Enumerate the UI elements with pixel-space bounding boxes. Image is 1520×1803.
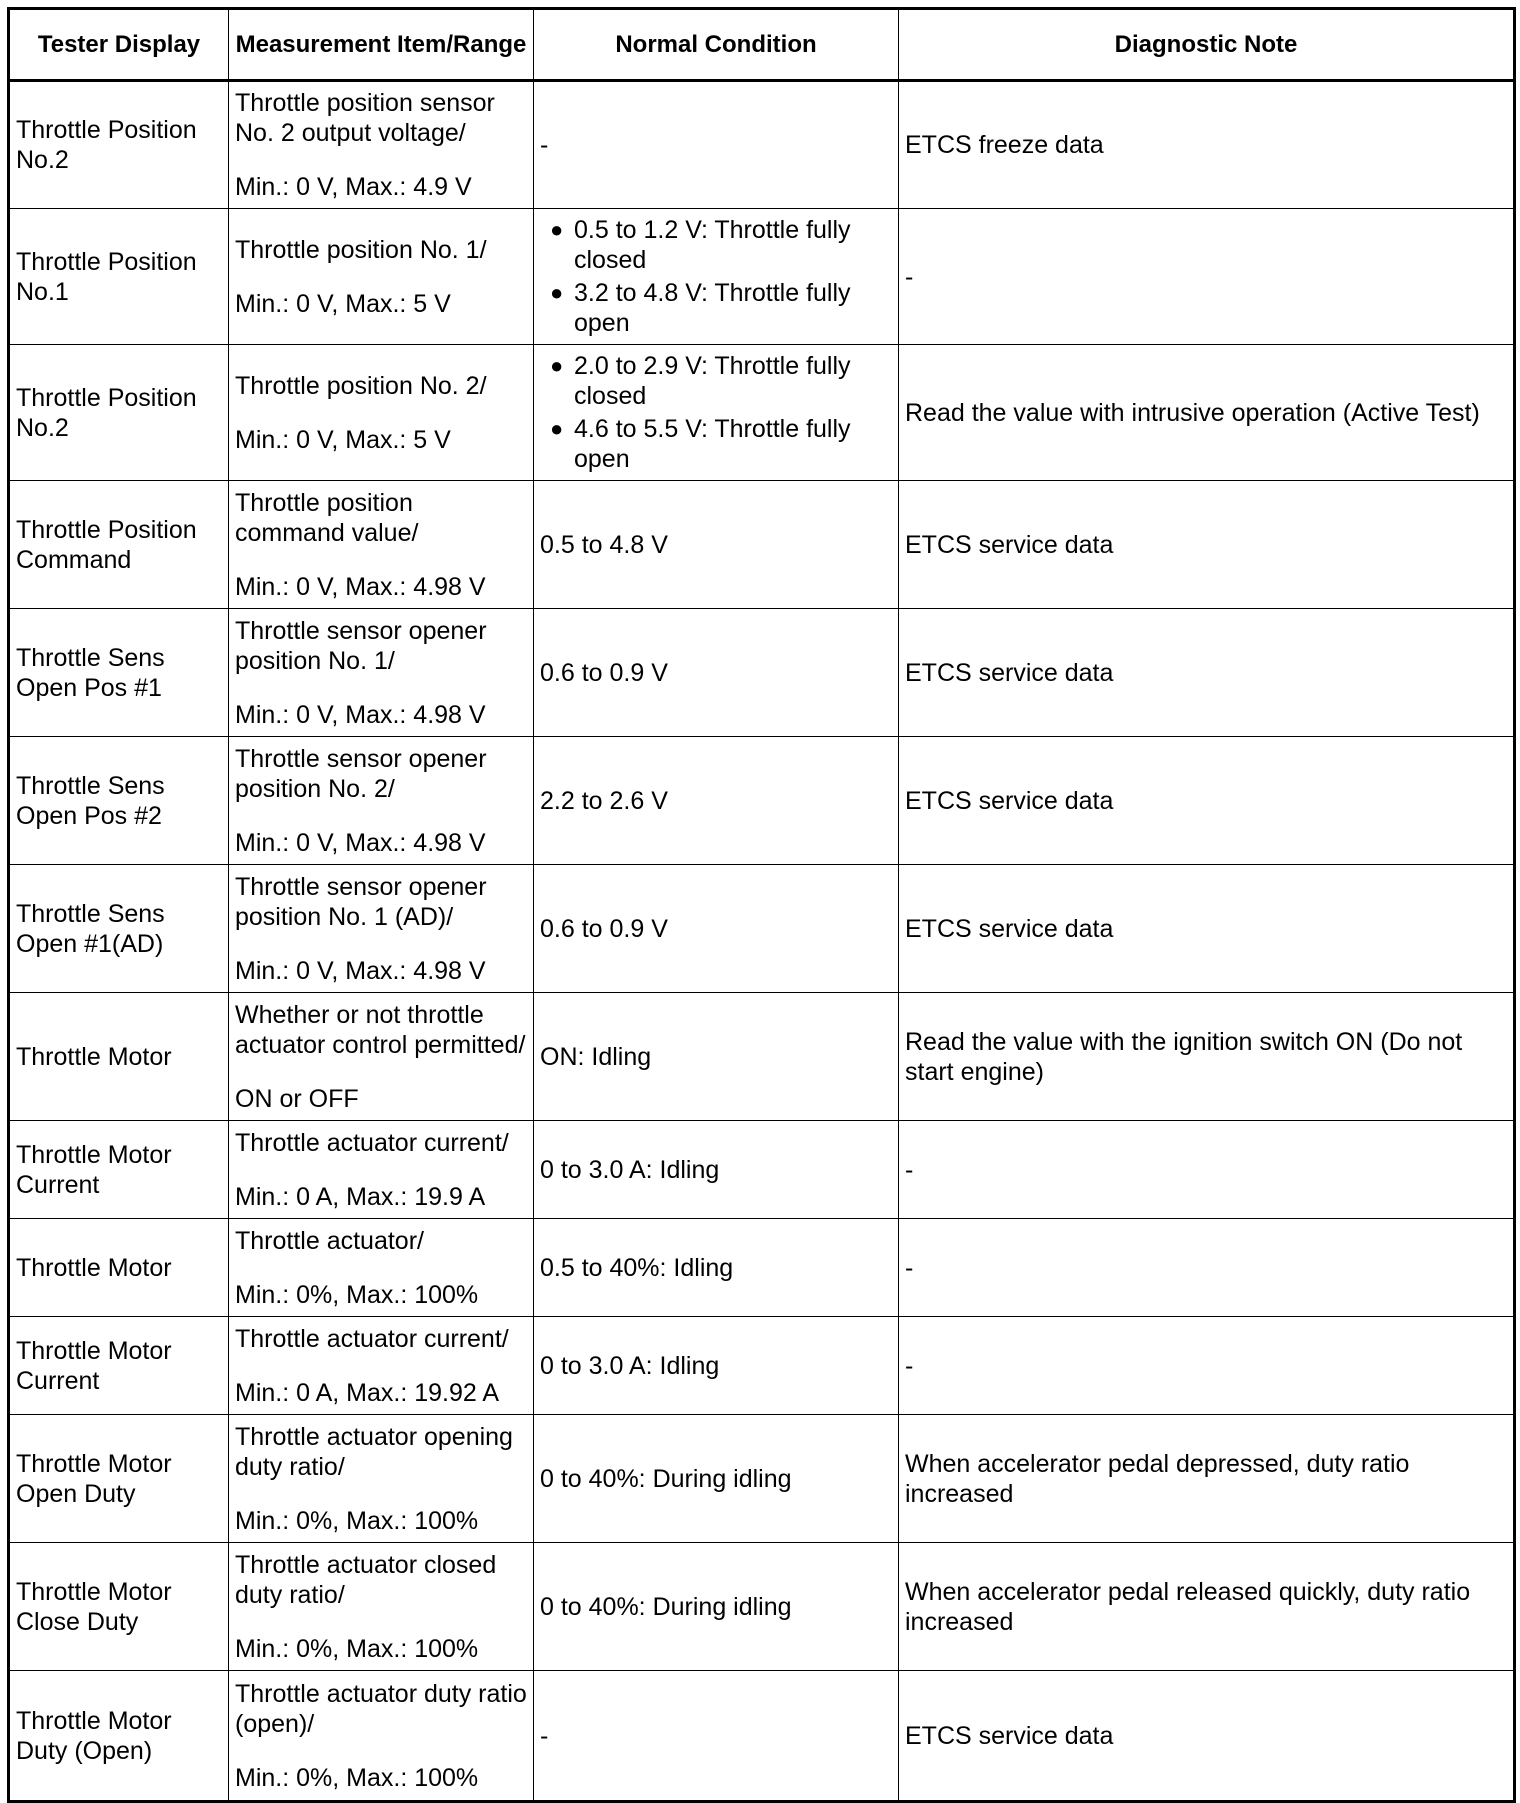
normal-condition-cell [534, 1317, 899, 1415]
table-row [9, 865, 1515, 993]
diagnostic-note-cell: Read the value with the ignition switch ON (Do not start engine) [899, 993, 1515, 1121]
header-diagnostic-note: Diagnostic Note [899, 9, 1515, 81]
measurement-range-text: Min.: 0 V, Max.: 4.98 V [235, 956, 486, 985]
measurement-item-cell [229, 209, 534, 345]
diagnostic-note-cell: When accelerator pedal depressed, duty ratio increased [899, 1415, 1515, 1543]
normal-condition-cell [534, 993, 899, 1121]
measurement-item-cell [229, 1317, 534, 1415]
measurement-item-cell [229, 993, 534, 1121]
measurement-range-text: Min.: 0 V, Max.: 4.98 V [235, 572, 486, 601]
measurement-range-text: Min.: 0 V, Max.: 5 V [235, 289, 451, 318]
measurement-item-text: Throttle position command value/ [235, 488, 419, 547]
measurement-range-text: Min.: 0 V, Max.: 4.9 V [235, 173, 472, 201]
normal-condition-text: 0 to 3.0 A: Idling [540, 1351, 720, 1380]
tester-display-cell: Throttle Position Command [9, 481, 229, 609]
normal-condition-bullet: ● 2.0 to 2.9 V: Throttle fully closed [540, 351, 892, 411]
table-row [9, 609, 1515, 737]
measurement-range-text: Min.: 0 V, Max.: 4.98 V [235, 700, 486, 729]
normal-condition-text: 0.5 to 40%: Idling [540, 1253, 734, 1282]
diagnostic-note-cell: - [899, 1121, 1515, 1219]
table-row [9, 993, 1515, 1121]
tester-display-cell: Throttle Motor Duty (Open) [9, 1671, 229, 1802]
diagnostic-note-cell: - [899, 209, 1515, 345]
measurement-item-cell [229, 865, 534, 993]
diagnostic-note-cell: ETCS service data [899, 865, 1515, 993]
normal-condition-text: 2.2 to 2.6 V [540, 786, 668, 815]
normal-condition-text: 0 to 40%: During idling [540, 1464, 792, 1493]
table-row [9, 1415, 1515, 1543]
diagnostic-note-cell: When accelerator pedal released quickly, duty ratio increased [899, 1543, 1515, 1671]
diagnostic-note-cell: ETCS service data [899, 481, 1515, 609]
measurement-item-text: Throttle actuator closed duty ratio/ [235, 1550, 497, 1609]
normal-condition-text: 0.6 to 0.9 V [540, 914, 668, 943]
measurement-item-cell [229, 345, 534, 481]
measurement-item-text: Throttle actuator current/ [235, 1128, 509, 1157]
diagnostic-note-cell: Read the value with intrusive operation (Active Test) [899, 345, 1515, 481]
table-row [9, 81, 1515, 209]
header-measurement-item: Measurement Item/Range [229, 9, 534, 81]
normal-condition-list [540, 351, 892, 474]
normal-condition-text: 0.5 to 4.8 V [540, 530, 668, 559]
measurement-item-cell [229, 1543, 534, 1671]
normal-condition-text: 0.6 to 0.9 V [540, 658, 668, 687]
measurement-item-text: Throttle position No. 2/ [235, 371, 487, 400]
tester-display-cell: Throttle Position No.2 [9, 345, 229, 481]
diagnostic-note-cell: ETCS service data [899, 1671, 1515, 1802]
normal-condition-cell [534, 481, 899, 609]
tester-display-cell: Throttle Position No.1 [9, 209, 229, 345]
diagnostic-note-cell: - [899, 1219, 1515, 1317]
measurement-item-cell [229, 1671, 534, 1802]
normal-condition-cell [534, 1219, 899, 1317]
table-row [9, 1671, 1515, 1802]
table-row [9, 1219, 1515, 1317]
normal-condition-cell [534, 1543, 899, 1671]
normal-condition-text: - [540, 1721, 549, 1750]
measurement-range-text: Min.: 0 V, Max.: 4.98 V [235, 828, 486, 857]
table-row [9, 209, 1515, 345]
measurement-item-cell [229, 481, 534, 609]
measurement-item-text: Throttle actuator/ [235, 1226, 424, 1255]
table-row [9, 1317, 1515, 1415]
measurement-range-text: Min.: 0%, Max.: 100% [235, 1280, 479, 1309]
normal-condition-bullet: ● 4.6 to 5.5 V: Throttle fully open [540, 414, 892, 474]
diagnostic-note-cell: ETCS service data [899, 737, 1515, 865]
measurement-item-cell [229, 737, 534, 865]
normal-condition-text: - [540, 131, 549, 159]
tester-display-cell: Throttle Motor Current [9, 1317, 229, 1415]
tester-display-cell: Throttle Sens Open Pos #2 [9, 737, 229, 865]
normal-condition-list [540, 215, 892, 338]
normal-condition-bullet: ● 3.2 to 4.8 V: Throttle fully open [540, 278, 892, 338]
measurement-item-cell [229, 1121, 534, 1219]
normal-condition-text: 0 to 40%: During idling [540, 1592, 792, 1621]
diagnostic-note-cell: ETCS freeze data [899, 81, 1515, 209]
normal-condition-text: ON: Idling [540, 1042, 652, 1071]
measurement-item-text: Throttle sensor opener position No. 1 (AD)/ [235, 872, 487, 931]
normal-condition-cell [534, 209, 899, 345]
normal-condition-cell [534, 345, 899, 481]
table-row [9, 481, 1515, 609]
tester-display-cell: Throttle Motor Open Duty [9, 1415, 229, 1543]
header-normal-condition: Normal Condition [534, 9, 899, 81]
normal-condition-bullet: ● 0.5 to 1.2 V: Throttle fully closed [540, 215, 892, 275]
measurement-range-text: Min.: 0%, Max.: 100% [235, 1634, 479, 1663]
data-list-table [7, 7, 1516, 1803]
table-row [9, 345, 1515, 481]
measurement-item-cell [229, 609, 534, 737]
measurement-range-text: Min.: 0%, Max.: 100% [235, 1506, 479, 1535]
normal-condition-cell [534, 609, 899, 737]
normal-condition-cell [534, 1121, 899, 1219]
tester-display-cell: Throttle Motor [9, 993, 229, 1121]
normal-condition-text: 0 to 3.0 A: Idling [540, 1155, 720, 1184]
normal-condition-cell [534, 865, 899, 993]
tester-display-cell: Throttle Position No.2 [9, 81, 229, 209]
measurement-range-text: ON or OFF [235, 1084, 359, 1113]
measurement-item-cell [229, 81, 534, 209]
normal-condition-cell [534, 737, 899, 865]
measurement-item-cell [229, 1415, 534, 1543]
tester-display-cell: Throttle Motor Current [9, 1121, 229, 1219]
normal-condition-cell [534, 1671, 899, 1802]
measurement-item-text: Throttle actuator current/ [235, 1324, 509, 1353]
normal-condition-cell [534, 81, 899, 209]
measurement-range-text: Min.: 0 A, Max.: 19.92 A [235, 1378, 500, 1407]
table-row [9, 737, 1515, 865]
diagnostic-note-cell: - [899, 1317, 1515, 1415]
table-row [9, 1121, 1515, 1219]
measurement-item-text: Throttle sensor opener position No. 1/ [235, 616, 487, 675]
measurement-range-text: Min.: 0%, Max.: 100% [235, 1763, 479, 1792]
tester-display-cell: Throttle Motor Close Duty [9, 1543, 229, 1671]
measurement-item-text: Throttle actuator duty ratio (open)/ [235, 1679, 527, 1738]
normal-condition-cell [534, 1415, 899, 1543]
table-row [9, 1543, 1515, 1671]
measurement-range-text: Min.: 0 A, Max.: 19.9 A [235, 1182, 486, 1211]
measurement-item-text: Throttle position No. 1/ [235, 235, 487, 264]
header-tester-display: Tester Display [9, 9, 229, 81]
header-row [9, 9, 1515, 81]
measurement-item-text: Throttle position sensor No. 2 output voltage/ [235, 89, 495, 147]
measurement-item-text: Throttle sensor opener position No. 2/ [235, 744, 487, 803]
measurement-item-text: Throttle actuator opening duty ratio/ [235, 1422, 513, 1481]
measurement-item-cell [229, 1219, 534, 1317]
measurement-range-text: Min.: 0 V, Max.: 5 V [235, 425, 451, 454]
tester-display-cell: Throttle Sens Open Pos #1 [9, 609, 229, 737]
diagnostic-note-cell: ETCS service data [899, 609, 1515, 737]
measurement-item-text: Whether or not throttle actuator control permitted/ [235, 1000, 526, 1059]
tester-display-cell: Throttle Sens Open #1(AD) [9, 865, 229, 993]
table-body [9, 81, 1515, 1802]
tester-display-cell: Throttle Motor [9, 1219, 229, 1317]
